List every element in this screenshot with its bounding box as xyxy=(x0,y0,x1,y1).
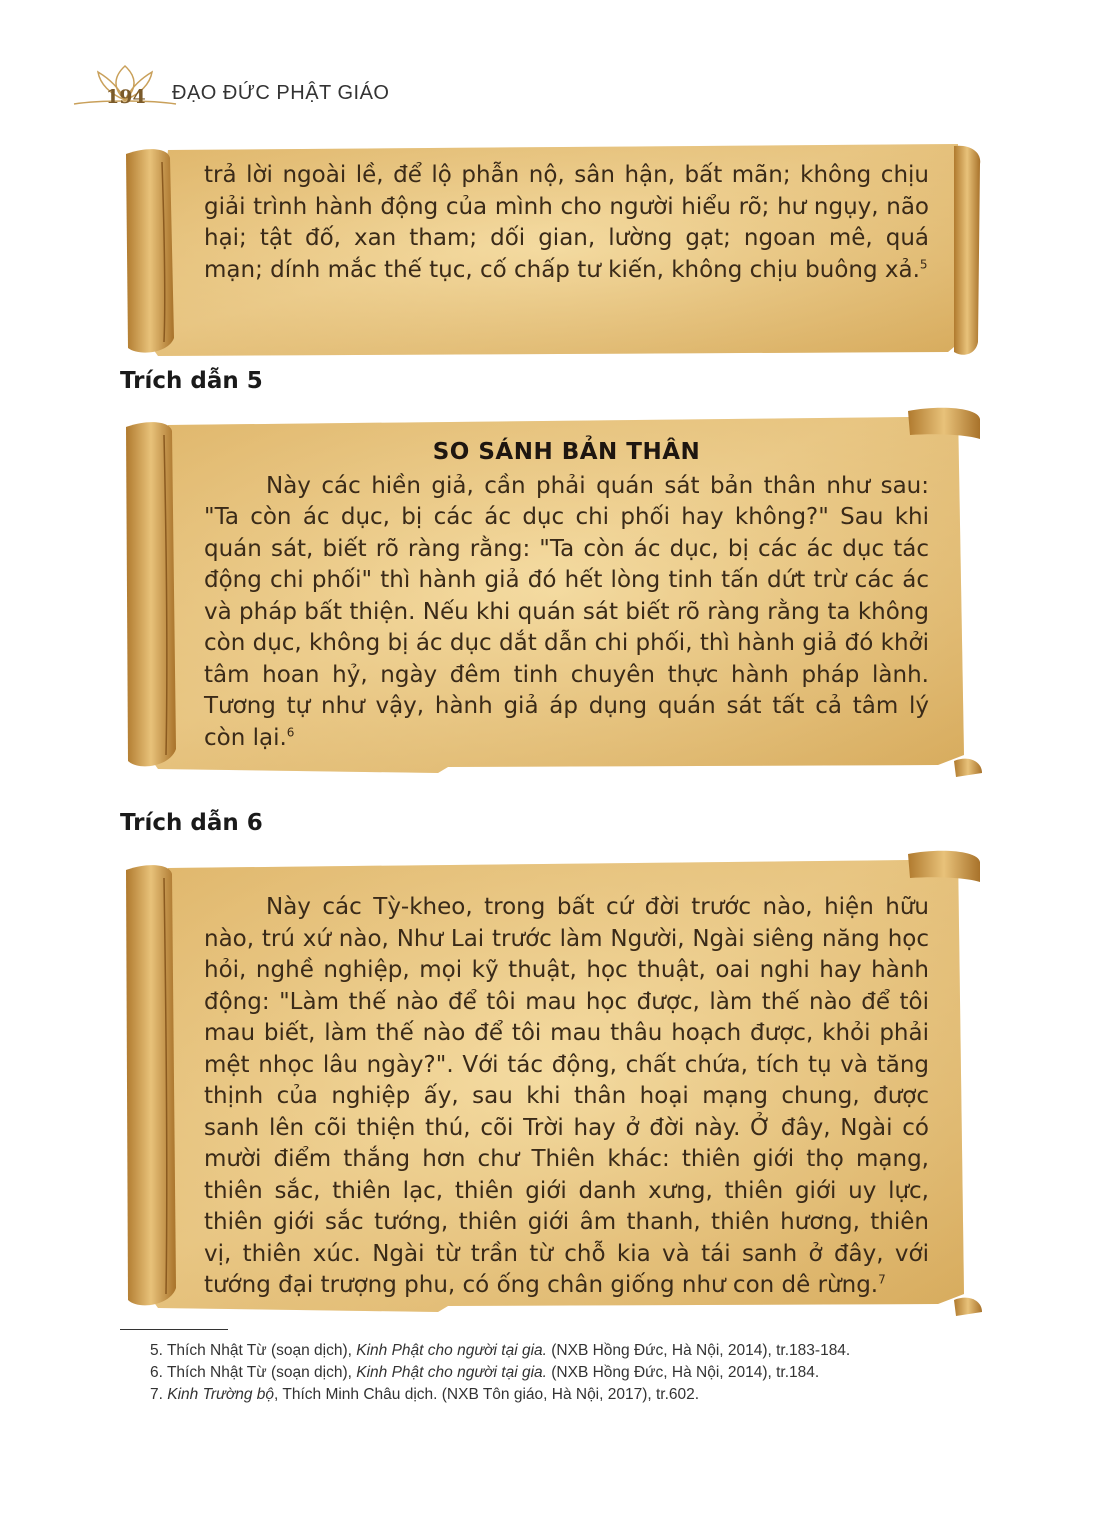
footnote-7: 7. Kinh Trường bộ, Thích Minh Châu dịch. (NXB Tôn giáo, Hà Nội, 2017), tr.602. xyxy=(150,1386,700,1403)
footnote-5: 5. Thích Nhật Từ (soạn dịch), Kinh Phật cho người tại gia. (NXB Hồng Đức, Hà Nội, 2014), tr.183-184. xyxy=(150,1342,851,1359)
page-number: 194 xyxy=(106,86,146,108)
quote-scroll-2 xyxy=(118,405,990,780)
quote-1-text: trả lời ngoài lề, để lộ phẫn nộ, sân hận, bất mãn; không chịu giải trình hành động của mình cho người hiểu rõ; hư ngụy, não hại; tật đố, xan tham; dối gian, lường gạt; ngoan mê, quá mạn; dính mắc thế tục, cố chấp tư kiến, không chịu buông xả.$^5$ xyxy=(204,162,929,283)
footnote-divider xyxy=(120,1329,228,1330)
running-title: ĐẠO ĐỨC PHẬT GIÁO xyxy=(172,82,390,104)
footnote-ref-6: 6 xyxy=(286,724,295,739)
footnote-6: 6. Thích Nhật Từ (soạn dịch), Kinh Phật cho người tại gia. (NXB Hồng Đức, Hà Nội, 2014), tr.184. xyxy=(150,1364,820,1381)
quote-scroll-1 xyxy=(118,142,990,362)
quote-3-text: Này các Tỳ-kheo, trong bất cứ đời trước nào, hiện hữu nào, trú xứ nào, Như Lai trước làm Người, Ngài siêng năng học hỏi, nghề nghiệp, mọi kỹ thuật, học thuật, oai nghi hay hành động: "Làm thế nào để tôi mau học được, làm thế nào để tôi mau biết, làm thế nào để tôi mau thâu hoạch được, khỏi phải mệt nhọc lâu ngày?". Với tác động, chất chứa, tích tụ và tăng thịnh của nghiệp ấy, sau khi thân hoại mạng chung, được sanh lên cõi thiện thú, cõi Trời hay ở đời này. Ở đây, Ngài có mười điểm thắng hơn chư Thiên khác: thiên giới thọ mạng, thiên sắc, thiên lạc, thiên giới danh xưng, thiên giới uy lực, thiên giới sắc tướng, thiên giới âm thanh, thiên hương, thiên vị, thiên xúc. Ngài từ trần từ chỗ kia và tái sanh ở đây, với tướng đại trượng phu, có ống chân giống như con dê rừng.$^7$ xyxy=(204,894,929,1298)
section-title-5: Trích dẫn 5 xyxy=(120,368,263,394)
quote-2-heading: SO SÁNH BẢN THÂN xyxy=(432,439,701,465)
footnotes xyxy=(120,1340,990,1406)
footnote-ref-7: 7 xyxy=(878,1272,886,1287)
quote-scroll-3 xyxy=(118,848,990,1318)
section-title-6: Trích dẫn 6 xyxy=(120,810,263,836)
page-header xyxy=(70,60,430,110)
footnote-ref-5: 5 xyxy=(919,256,928,271)
quote-2-text: Này các hiền giả, cần phải quán sát bản thân như sau: "Ta còn ác dục, bị các ác dục chi phối hay không?" Sau khi quán sát, biết rõ ràng rằng: "Ta còn ác dục, bị các ác dục tác động chi phối" thì hành giả đó hết lòng tinh tấn dứt trừ các ác và pháp bất thiện. Nếu khi quán sát biết rõ ràng rằng ta không còn dục, không bị ác dục dắt dẫn chi phối, thì hành giả đó khởi tâm hoan hỷ, ngày đêm tinh chuyên thực hành pháp lành. Tương tự như vậy, hành giả áp dụng quán sát tất cả tâm lý còn lại.$^6$ xyxy=(204,472,929,751)
